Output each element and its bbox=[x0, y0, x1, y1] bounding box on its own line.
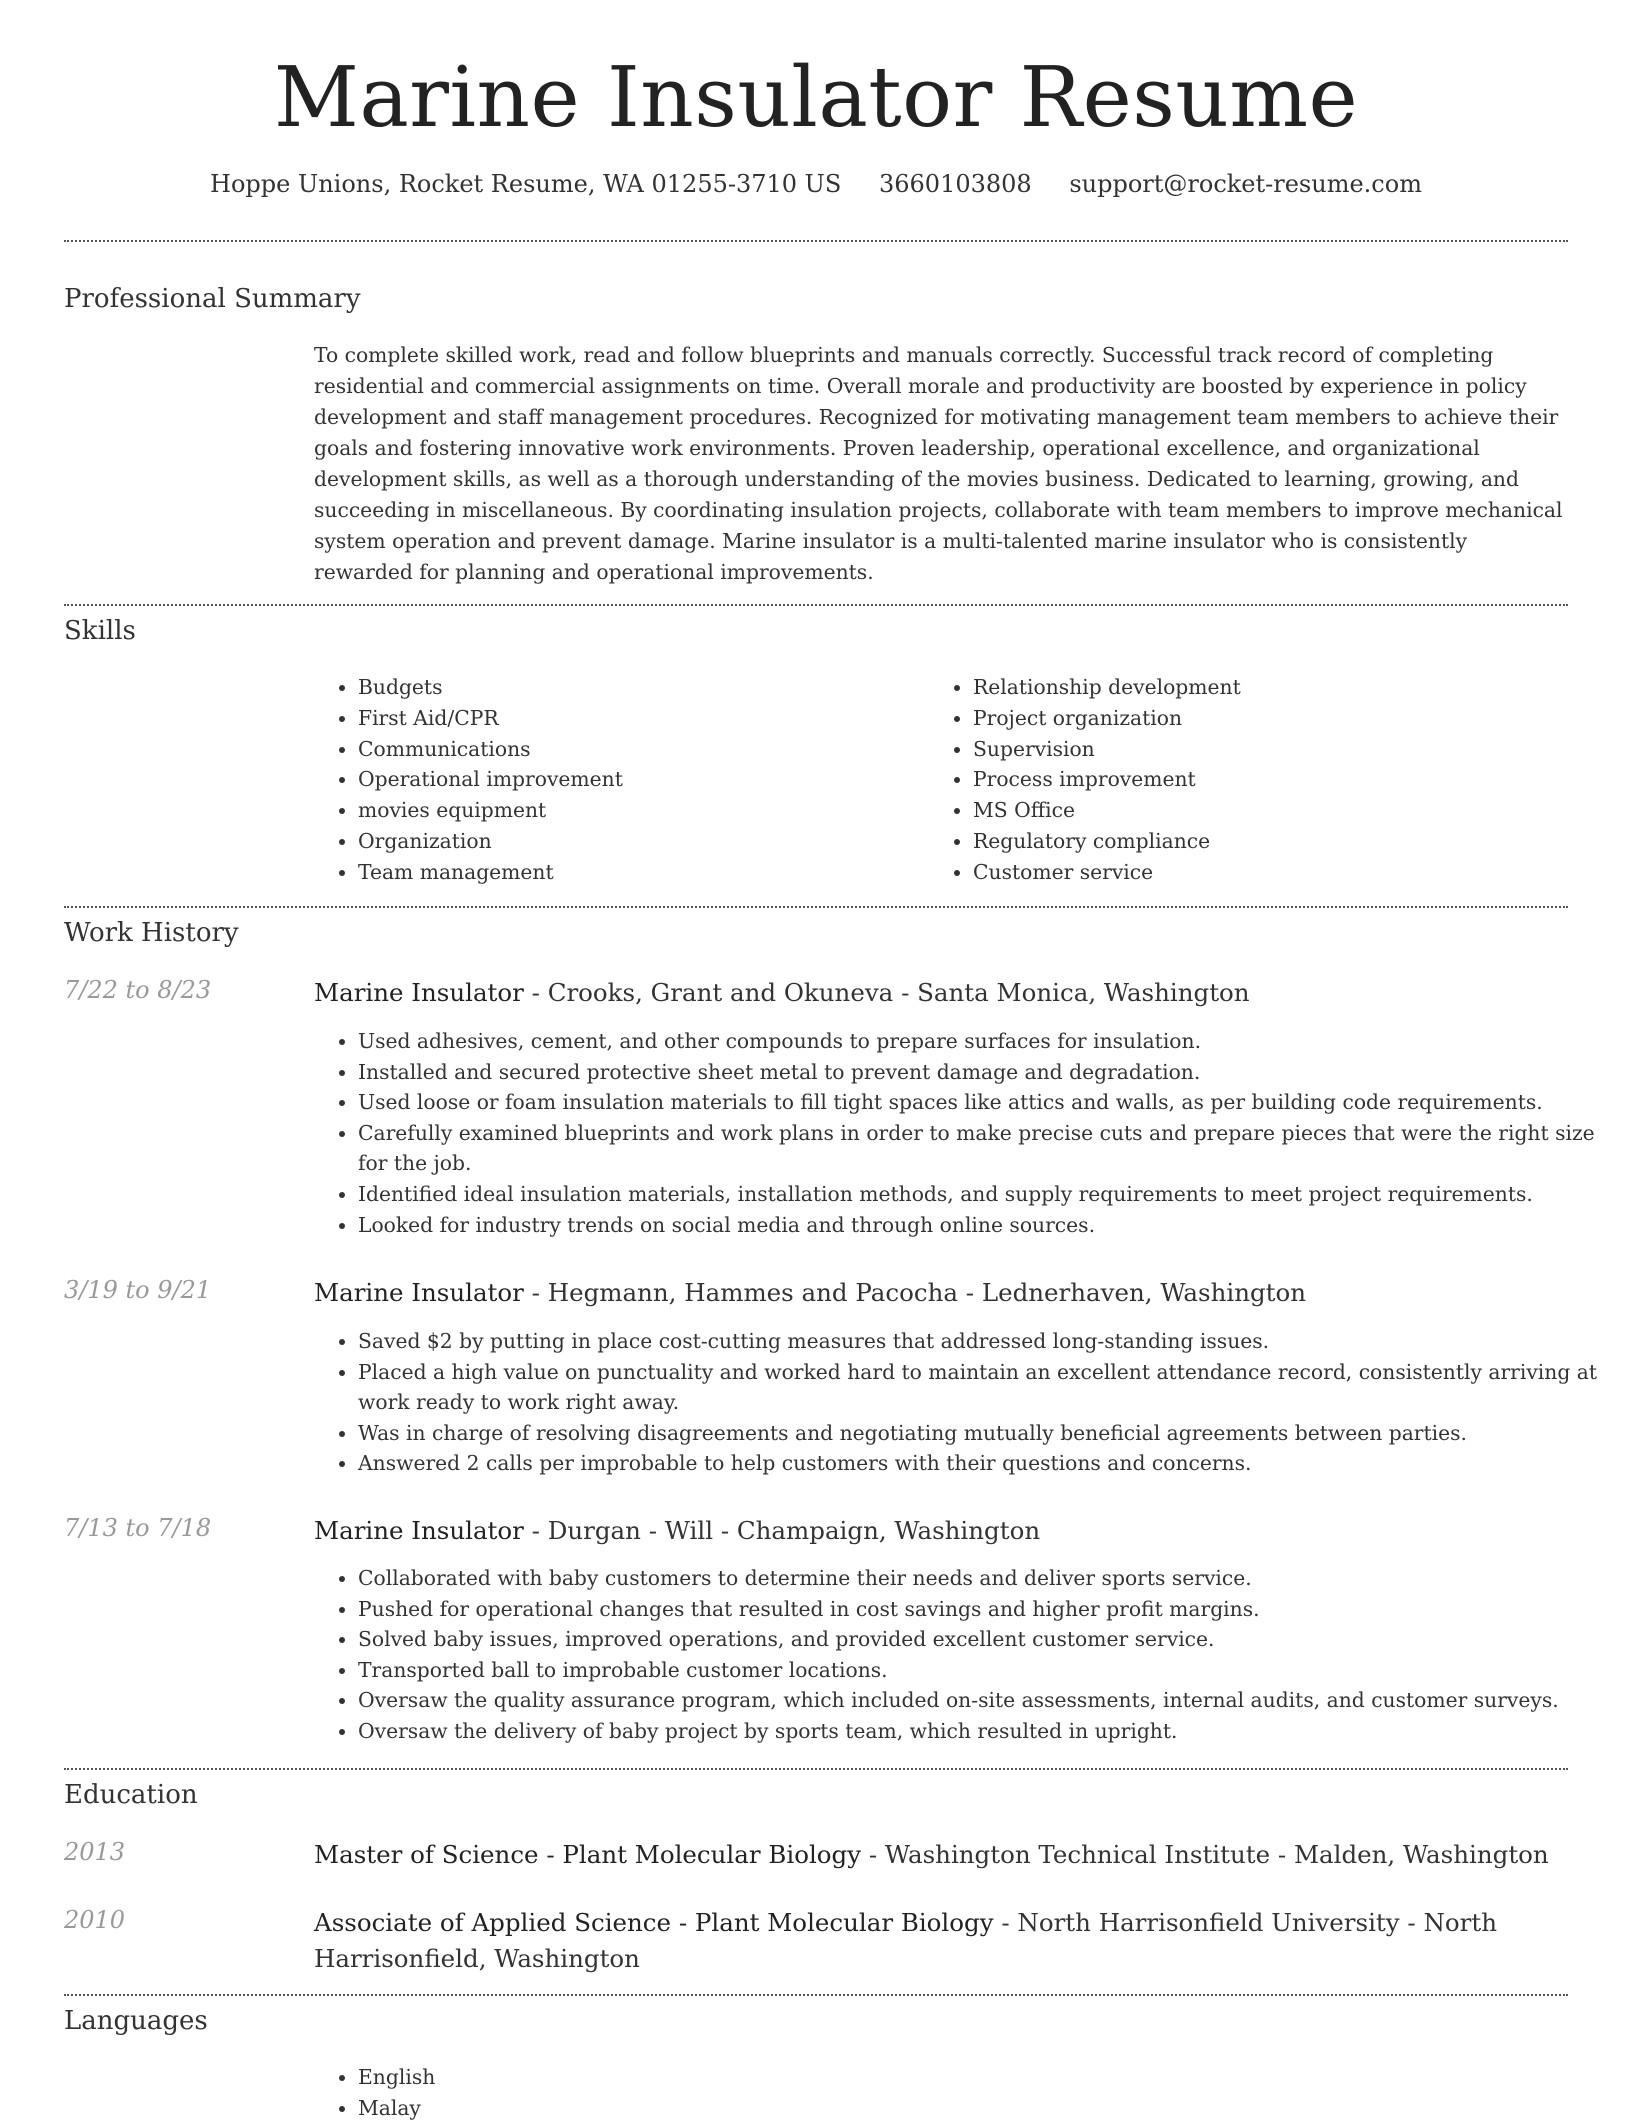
list-item: • Saved $2 by putting in place cost-cutting measures that addressed long-standing issues. bbox=[358, 1326, 1608, 1357]
language-item: • English bbox=[358, 2062, 1608, 2093]
skill-item: • Budgets bbox=[358, 672, 918, 703]
skill-item: • MS Office bbox=[973, 795, 1533, 826]
list-item: • Installed and secured protective sheet metal to prevent damage and degradation. bbox=[358, 1057, 1608, 1088]
list-item: • Collaborated with baby customers to determine their needs and deliver sports service. bbox=[358, 1563, 1608, 1594]
skill-item: • movies equipment bbox=[358, 795, 918, 826]
skill-item: • Team management bbox=[358, 857, 918, 888]
summary-text: To complete skilled work, read and follow blueprints and manuals correctly. Successful track record of completing residential and commercial assignments on time. Overall morale and productivity are boosted by experience in policy development and staff management procedures. Recognized for motivating management team members to achieve their goals and fostering innovative work environments. Proven leadership, operational excellence, and organizational development skills, as well as a thorough understanding of the movies business. Dedicated to learning, growing, and succeeding in miscellaneous. By coordinating insulation projects, collaborate with team members to improve mechanical system operation and prevent damage. Marine insulator is a multi-talented marine insulator who is consistently rewarded for planning and operational improvements. bbox=[314, 343, 1563, 584]
skills-list-right bbox=[929, 672, 1533, 888]
education-heading: Education bbox=[64, 1780, 198, 1810]
list-item: • Solved baby issues, improved operations, and provided excellent customer service. bbox=[358, 1624, 1608, 1655]
section-divider bbox=[64, 604, 1568, 606]
contact-address: Hoppe Unions, Rocket Resume, WA 01255-3710 US bbox=[210, 170, 842, 198]
section-divider bbox=[64, 1768, 1568, 1770]
list-item: • Was in charge of resolving disagreements and negotiating mutually beneficial agreements between parties. bbox=[358, 1418, 1608, 1449]
skill-item: • Communications bbox=[358, 734, 918, 765]
education-details: - North Harrisonfield University - North Harrisonfield, Washington bbox=[314, 1908, 1497, 1973]
job-role: Marine Insulator bbox=[314, 1516, 524, 1545]
job-dates: 7/22 to 8/23 bbox=[64, 976, 212, 1004]
list-item: • Identified ideal insulation materials, installation methods, and supply requirements to meet project requirements. bbox=[358, 1179, 1608, 1210]
skill-item: • Relationship development bbox=[973, 672, 1533, 703]
skill-item: • Operational improvement bbox=[358, 764, 918, 795]
list-item: • Answered 2 calls per improbable to help customers with their questions and concerns. bbox=[358, 1448, 1608, 1479]
education-year: 2010 bbox=[64, 1906, 126, 1934]
contact-phone: 3660103808 bbox=[878, 170, 1032, 198]
job-details: - Durgan - Will - Champaign, Washington bbox=[523, 1516, 1041, 1545]
list-item: • Transported ball to improbable customer locations. bbox=[358, 1655, 1608, 1686]
job-details: - Hegmann, Hammes and Pacocha - Lednerhaven, Washington bbox=[523, 1278, 1307, 1307]
job-role: Marine Insulator bbox=[314, 1278, 524, 1307]
job-bullets bbox=[314, 1563, 1608, 1747]
section-divider bbox=[64, 240, 1568, 242]
list-item: • Oversaw the quality assurance program, which included on-site assessments, internal audits, and customer surveys. bbox=[358, 1685, 1608, 1716]
work-heading: Work History bbox=[64, 918, 239, 948]
skill-item: • Supervision bbox=[973, 734, 1533, 765]
education-entry bbox=[314, 1905, 1564, 1977]
skill-item: • Customer service bbox=[973, 857, 1533, 888]
job-bullets bbox=[314, 1326, 1608, 1479]
job-details: - Crooks, Grant and Okuneva - Santa Monica, Washington bbox=[523, 978, 1250, 1007]
job-dates: 7/13 to 7/18 bbox=[64, 1514, 212, 1542]
job-bullets bbox=[314, 1026, 1608, 1240]
job-title bbox=[314, 975, 1564, 1011]
list-item: • Looked for industry trends on social media and through online sources. bbox=[358, 1210, 1608, 1241]
contact-email: support@rocket-resume.com bbox=[1069, 170, 1422, 198]
skill-item: • Organization bbox=[358, 826, 918, 857]
skills-list-left bbox=[314, 672, 918, 888]
list-item: • Placed a high value on punctuality and worked hard to maintain an excellent attendance record, consistently arriving at work ready to work right away. bbox=[358, 1357, 1608, 1418]
job-role: Marine Insulator bbox=[314, 978, 524, 1007]
list-item: • Oversaw the delivery of baby project by sports team, which resulted in upright. bbox=[358, 1716, 1608, 1747]
job-title bbox=[314, 1275, 1564, 1311]
job-dates: 3/19 to 9/21 bbox=[64, 1276, 212, 1304]
list-item: • Pushed for operational changes that resulted in cost savings and higher profit margins. bbox=[358, 1594, 1608, 1625]
list-item: • Carefully examined blueprints and work plans in order to make precise cuts and prepare pieces that were the right size for the job. bbox=[358, 1118, 1608, 1179]
section-divider bbox=[64, 1994, 1568, 1996]
summary-heading: Professional Summary bbox=[64, 284, 361, 314]
education-degree: Associate of Applied Science - Plant Molecular Biology bbox=[314, 1908, 994, 1937]
section-divider bbox=[64, 906, 1568, 908]
skill-item: • Project organization bbox=[973, 703, 1533, 734]
list-item: • Used adhesives, cement, and other compounds to prepare surfaces for insulation. bbox=[358, 1026, 1608, 1057]
skills-heading: Skills bbox=[64, 616, 136, 646]
resume-title: Marine Insulator Resume bbox=[273, 49, 1359, 146]
skill-item: • First Aid/CPR bbox=[358, 703, 918, 734]
skill-item: • Process improvement bbox=[973, 764, 1533, 795]
language-item: • Malay bbox=[358, 2093, 1608, 2123]
education-year: 2013 bbox=[64, 1838, 126, 1866]
job-title bbox=[314, 1513, 1564, 1549]
list-item: • Used loose or foam insulation materials to fill tight spaces like attics and walls, as per building code requirements. bbox=[358, 1087, 1608, 1118]
languages-heading: Languages bbox=[64, 2006, 208, 2036]
languages-list bbox=[314, 2062, 1608, 2123]
education-entry bbox=[314, 1837, 1564, 1873]
skill-item: • Regulatory compliance bbox=[973, 826, 1533, 857]
contact-line bbox=[0, 170, 1632, 198]
education-details: - Washington Technical Institute - Malden, Washington bbox=[861, 1840, 1549, 1869]
education-degree: Master of Science - Plant Molecular Biology bbox=[314, 1840, 862, 1869]
